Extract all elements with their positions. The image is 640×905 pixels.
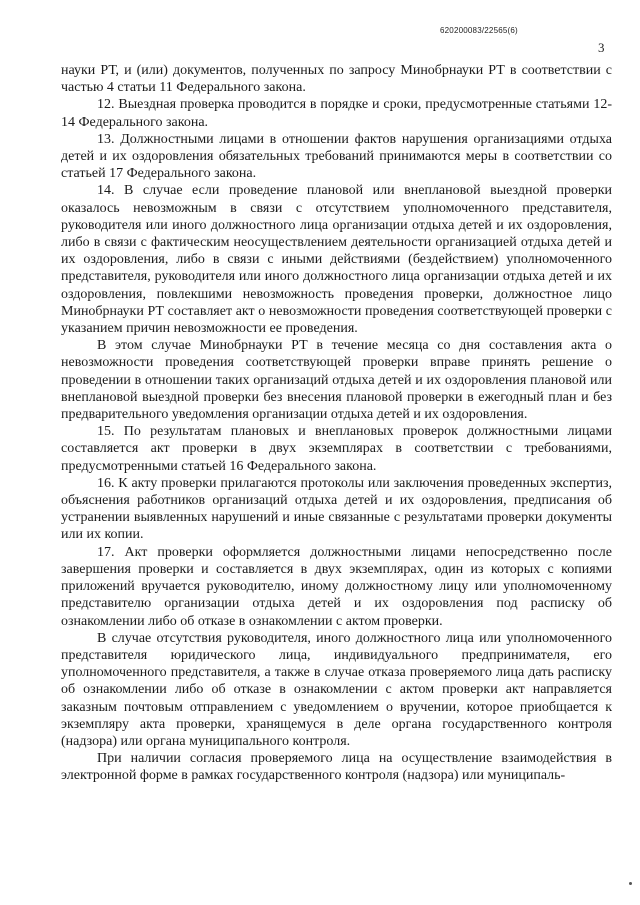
paragraph-continuation: науки РТ, и (или) документов, полученных по запросу Минобрнауки РТ в соответствии с частью 4 статьи 11 Федерального закона. xyxy=(61,63,612,96)
scan-speck xyxy=(629,882,632,885)
paragraph-item-15: 15. По результатам плановых и внеплановых проверок должностными лицами составляется акт проверки в двух экземплярах в соответствии с требованиями, предусмотренными статьей 16 Федерального закона. xyxy=(61,424,612,474)
document-body xyxy=(61,62,612,785)
paragraph-item-13: 13. Должностными лицами в отношении фактов нарушения организациями отдыха детей и их оздоровления обязательных требований принимаются меры в соответствии со статьей 17 Федерального закона. xyxy=(61,131,612,182)
paragraph-item-14: 14. В случае если проведение плановой или внеплановой выездной проверки оказалось невозможным в связи с отсутствием уполномоченного представителя, руководителя или иного должностного лица организации отдыха детей и их оздоровления, либо в связи с фактическим неосуществлением деятельности организацией отдыха детей и их оздоровления, либо в связи с иными действиями (бездействием) уполномоченного представителя, руководителя или иного должностного лица организации отдыха детей и их оздоровления, повлекшими невозможность проведения проверки, должностное лицо Минобрнауки РТ составляет акт о невозможности проведения соответствующей проверки с указанием причин невозможности ее проведения. xyxy=(61,183,612,337)
paragraph-item-14-continued: В этом случае Минобрнауки РТ в течение месяца со дня составления акта о невозможности проведения соответствующей проверки вправе принять решение о проведении в отношении таких организаций отдыха детей и их оздоровления плановой или внеплановой выездной проверки без внесения плановой проверки в ежегодный план и без предварительного уведомления организации отдыха детей и их оздоровления. xyxy=(61,338,612,423)
paragraph-item-16: 16. К акту проверки прилагаются протоколы или заключения проведенных экспертиз, объяснения работников организаций отдыха детей и их оздоровления, предписания об устранении выявленных нарушений и иные связанные с результатами проверки документы или их копии. xyxy=(61,475,612,543)
paragraph-item-17: 17. Акт проверки оформляется должностными лицами непосредственно после завершения проверки и составляется в двух экземплярах, один из которых с копиями приложений вручается руководителю, иному должностному лицу или уполномоченному представителю организации отдыха детей и их оздоровления под расписку об ознакомлении либо об отказе в ознакомлении с актом проверки. xyxy=(61,544,612,629)
paragraph-item-12: 12. Выездная проверка проводится в порядке и сроки, предусмотренные статьями 12-14 Федерального закона. xyxy=(61,97,612,130)
paragraph-item-17-continued: В случае отсутствия руководителя, иного должностного лица или уполномоченного представителя юридического лица, индивидуального предпринимателя, его уполномоченного представителя, а также в случае отказа проверяемого лица дать расписку об ознакомлении либо об отказе в ознакомлении с актом проверки акт направляется заказным почтовым отправлением с уведомлением о вручении, которое приобщается к экземпляру акта проверки, хранящемуся в деле органа государственного контроля (надзора) или органа муниципального контроля. xyxy=(61,630,612,749)
paragraph-electronic-interaction: При наличии согласия проверяемого лица на осуществление взаимодействия в электронной форме в рамках государственного контроля (надзора) или муниципаль- xyxy=(61,751,612,784)
document-registration-number: 620200083/22565(6) xyxy=(440,26,518,35)
page-number: 3 xyxy=(598,40,605,55)
